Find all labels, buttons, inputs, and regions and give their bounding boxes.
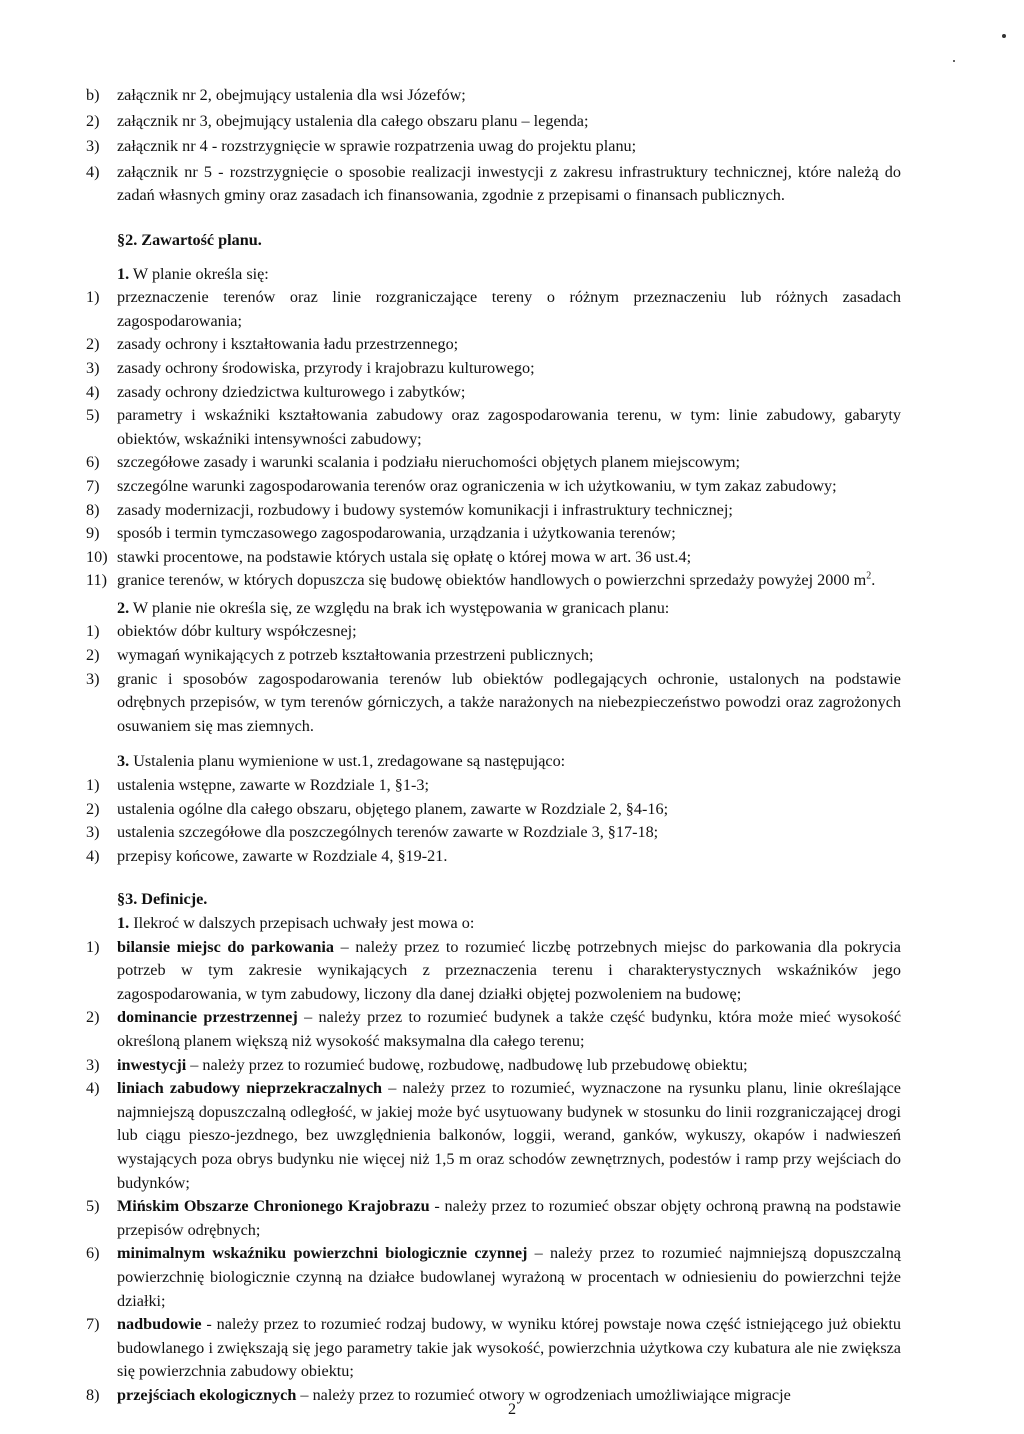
list-item bbox=[86, 845, 901, 869]
item-number: 3) bbox=[86, 358, 100, 377]
attachments-list bbox=[86, 84, 901, 208]
definition-term: Mińskim Obszarze Chronionego Krajobrazu bbox=[117, 1197, 430, 1216]
item-number: 2) bbox=[86, 111, 100, 130]
list-item bbox=[86, 110, 901, 134]
paragraph-lead bbox=[86, 750, 901, 774]
list-item bbox=[86, 161, 901, 208]
paragraph-lead bbox=[86, 912, 901, 936]
numbered-list bbox=[86, 774, 901, 868]
item-number: 6) bbox=[86, 1244, 100, 1263]
paragraph-lead-text: W planie określa się: bbox=[132, 264, 269, 283]
definition-item bbox=[86, 1054, 901, 1078]
definition-text: – należy przez to rozumieć, wyznaczone na rysunku planu, linie określające najmniejszą dopuszczalną odległość, w jakiej może być usytuowany budynek w stosunku do linii rozgraniczającej drogi lub ciągu pieszo-jezdnego, bez uwzględnienia balkonów, loggii, werand, ganków, wykuszy, okapów i nadwieszeń wystających poza obrys budynku nie więcej niż 1,5 m oraz schodów zewnętrznych, podestów i ramp przy wejściach do budynków; bbox=[117, 1079, 901, 1192]
list-item bbox=[86, 821, 901, 845]
item-text: granic i sposobów zagospodarowania terenów lub obiektów podlegających ochronie, ustalonych na podstawie odrębnych przepisów, w tym terenów górniczych, a także narażonych na niebezpieczeństwo powodzi oraz zagrożonych osuwaniem się mas ziemnych. bbox=[117, 669, 901, 735]
document-body bbox=[86, 84, 901, 1407]
section-heading: §2. Zawartość planu. bbox=[117, 230, 262, 249]
definition-term: przejściach ekologicznych bbox=[117, 1385, 297, 1404]
item-number: 2) bbox=[86, 335, 100, 354]
item-number: 1) bbox=[86, 288, 100, 307]
definition-item bbox=[86, 1242, 901, 1313]
definition-text: – należy przez to rozumieć otwory w ogrodzeniach umożliwiające migracje bbox=[296, 1385, 791, 1404]
definition-term: bilansie miejsc do parkowania bbox=[117, 937, 334, 956]
item-number: 4) bbox=[86, 382, 100, 401]
superscript: 2 bbox=[866, 570, 872, 582]
scan-speck bbox=[953, 60, 955, 62]
definition-item bbox=[86, 1195, 901, 1242]
item-text: granice terenów, w których dopuszcza się budowę obiektów handlowych o powierzchni sprzedaży powyżej 2000 m bbox=[117, 571, 867, 590]
item-text: zasady ochrony i kształtowania ładu przestrzennego; bbox=[117, 335, 459, 354]
definition-term: minimalnym wskaźniku powierzchni biologicznie czynnej bbox=[117, 1244, 528, 1263]
item-number: 7) bbox=[86, 1315, 100, 1334]
list-item bbox=[86, 522, 901, 546]
item-number: 2) bbox=[86, 646, 100, 665]
item-text: zasady ochrony środowiska, przyrody i krajobrazu kulturowego; bbox=[117, 358, 535, 377]
item-number: 4) bbox=[86, 162, 100, 181]
item-number: 8) bbox=[86, 1385, 100, 1404]
definition-term: liniach zabudowy nieprzekraczalnych bbox=[117, 1079, 383, 1098]
item-number: 1) bbox=[86, 937, 100, 956]
page-number: 2 bbox=[507, 1400, 517, 1418]
section-heading: §3. Definicje. bbox=[117, 890, 208, 909]
list-item bbox=[86, 499, 901, 523]
item-text: przeznaczenie terenów oraz linie rozgraniczające tereny o różnym przeznaczeniu lub różnych zasadach zagospodarowania; bbox=[117, 288, 901, 330]
paragraph-lead-text: W planie nie określa się, ze względu na brak ich występowania w granicach planu: bbox=[132, 598, 670, 617]
item-number: 9) bbox=[86, 524, 100, 543]
item-text: ustalenia ogólne dla całego obszaru, objętego planem, zawarte w Rozdziale 2, §4-16; bbox=[117, 799, 669, 818]
item-text: szczegółowe zasady i warunki scalania i podziału nieruchomości objętych planem miejscowym; bbox=[117, 453, 741, 472]
item-number: 3) bbox=[86, 137, 100, 156]
numbered-list bbox=[86, 286, 901, 593]
list-item bbox=[86, 84, 901, 108]
numbered-list bbox=[86, 620, 901, 738]
item-number: 3) bbox=[86, 669, 100, 688]
item-number: 6) bbox=[86, 453, 100, 472]
item-text: ustalenia wstępne, zawarte w Rozdziale 1, §1-3; bbox=[117, 776, 429, 795]
item-text: załącznik nr 2, obejmujący ustalenia dla wsi Józefów; bbox=[117, 86, 466, 104]
list-item bbox=[86, 620, 901, 644]
item-text: parametry i wskaźniki kształtowania zabudowy oraz zagospodarowania terenu, w tym: linie zabudowy, gabaryty obiektów, wskaźniki intensywności zabudowy; bbox=[117, 406, 901, 448]
paragraph-lead bbox=[86, 597, 901, 621]
list-item bbox=[86, 286, 901, 333]
item-number: 7) bbox=[86, 476, 100, 495]
definition-text: - należy przez to rozumieć obszar objęty ochroną prawną na podstawie przepisów odrębnych; bbox=[117, 1197, 901, 1239]
item-number: 5) bbox=[86, 1197, 100, 1216]
item-text: załącznik nr 5 - rozstrzygnięcie o sposobie realizacji inwestycji z zakresu infrastruktury technicznej, które należą do zadań własnych gminy oraz zasadach ich finansowania, zgodnie z przepisami o finansach publicznych. bbox=[117, 162, 901, 205]
list-item bbox=[86, 404, 901, 451]
list-item bbox=[86, 798, 901, 822]
item-text: zasady modernizacji, rozbudowy i budowy systemów komunikacji i infrastruktury technicznej; bbox=[117, 500, 733, 519]
scan-speck bbox=[1002, 34, 1006, 38]
item-text: obiektów dóbr kultury współczesnej; bbox=[117, 622, 357, 641]
item-number: 8) bbox=[86, 500, 100, 519]
list-item bbox=[86, 357, 901, 381]
list-item bbox=[86, 475, 901, 499]
list-item bbox=[86, 135, 901, 159]
item-text: zasady ochrony dziedzictwa kulturowego i zabytków; bbox=[117, 382, 466, 401]
item-text: ustalenia szczegółowe dla poszczególnych terenów zawarte w Rozdziale 3, §17-18; bbox=[117, 823, 659, 842]
paragraph-number: 2. bbox=[117, 598, 130, 617]
list-item bbox=[86, 333, 901, 357]
paragraph-lead-text: Ilekroć w dalszych przepisach uchwały jest mowa o: bbox=[133, 914, 475, 932]
definition-term: dominancie przestrzennej bbox=[117, 1008, 298, 1027]
item-number: 3) bbox=[86, 1055, 100, 1074]
item-number: 1) bbox=[86, 776, 100, 795]
item-number: 10) bbox=[86, 547, 108, 566]
paragraph-number: 1. bbox=[117, 914, 130, 932]
item-text: sposób i termin tymczasowego zagospodarowania, urządzania i użytkowania terenów; bbox=[117, 524, 676, 543]
definition-item bbox=[86, 936, 901, 1007]
item-text: szczególne warunki zagospodarowania terenów oraz ograniczenia w ich użytkowaniu, w tym zakaz zabudowy; bbox=[117, 476, 837, 495]
item-number: 11) bbox=[86, 571, 107, 590]
list-item bbox=[86, 668, 901, 739]
definition-term: nadbudowie bbox=[117, 1315, 202, 1334]
list-item bbox=[86, 569, 901, 593]
definition-text: – należy przez to rozumieć budynek a także część budynku, która może mieć wysokość określoną planem większą niż wysokość maksymalna dla całego terenu; bbox=[117, 1008, 901, 1050]
item-text-tail: . bbox=[871, 571, 876, 590]
definition-item bbox=[86, 1006, 901, 1053]
item-text: stawki procentowe, na podstawie których ustala się opłatę o której mowa w art. 36 ust.4; bbox=[117, 547, 692, 566]
definitions-list bbox=[86, 936, 901, 1408]
list-item bbox=[86, 774, 901, 798]
list-item bbox=[86, 451, 901, 475]
definition-item bbox=[86, 1313, 901, 1384]
item-text: załącznik nr 4 - rozstrzygnięcie w sprawie rozpatrzenia uwag do projektu planu; bbox=[117, 137, 637, 156]
item-text: wymagań wynikających z potrzeb kształtowania przestrzeni publicznych; bbox=[117, 646, 594, 665]
paragraph-lead-text: Ustalenia planu wymienione w ust.1, zredagowane są następująco: bbox=[133, 752, 566, 771]
item-number: 4) bbox=[86, 846, 100, 865]
item-text: załącznik nr 3, obejmujący ustalenia dla całego obszaru planu – legenda; bbox=[117, 111, 589, 130]
definition-text: - należy przez to rozumieć rodzaj budowy, w wyniku której powstaje nowa część istniejącego już obiektu budowlanego i zwiększają się jego parametry takie jak wysokość, powierzchnia użytkowa czy kubatura ale nie zwiększa się powierzchnia zabudowy obiektu; bbox=[117, 1315, 901, 1381]
item-number: 3) bbox=[86, 823, 100, 842]
item-number: 2) bbox=[86, 1008, 100, 1027]
list-item bbox=[86, 381, 901, 405]
definition-text: – należy przez to rozumieć najmniejszą dopuszczalną powierzchnię biologicznie czynną na działce budowlanej wyrażoną w procentach w odniesieniu do powierzchni tejże działki; bbox=[117, 1244, 901, 1310]
paragraph-lead bbox=[86, 263, 901, 287]
item-number: 1) bbox=[86, 622, 100, 641]
definition-text: – należy przez to rozumieć budowę, rozbudowę, nadbudowę lub przebudowę obiektu; bbox=[186, 1055, 748, 1074]
item-text: przepisy końcowe, zawarte w Rozdziale 4, §19-21. bbox=[117, 846, 448, 865]
definition-item bbox=[86, 1077, 901, 1195]
definition-term: inwestycji bbox=[117, 1055, 187, 1074]
list-item bbox=[86, 546, 901, 570]
list-item bbox=[86, 644, 901, 668]
definition-text: – należy przez to rozumieć liczbę potrzebnych miejsc do parkowania dla pokrycia potrzeb w tym zakresie wynikających z przeznaczenia terenu i charakterystycznych wskaźników jego zagospodarowania, w tym zabudowy, liczony dla danej działki objętej pozwoleniem na budowę; bbox=[117, 937, 901, 1003]
item-number: 4) bbox=[86, 1079, 100, 1098]
paragraph-number: 1. bbox=[117, 264, 130, 283]
paragraph-number: 3. bbox=[117, 752, 130, 771]
item-number: 5) bbox=[86, 406, 100, 425]
item-number: 2) bbox=[86, 799, 100, 818]
item-number: b) bbox=[86, 86, 100, 104]
